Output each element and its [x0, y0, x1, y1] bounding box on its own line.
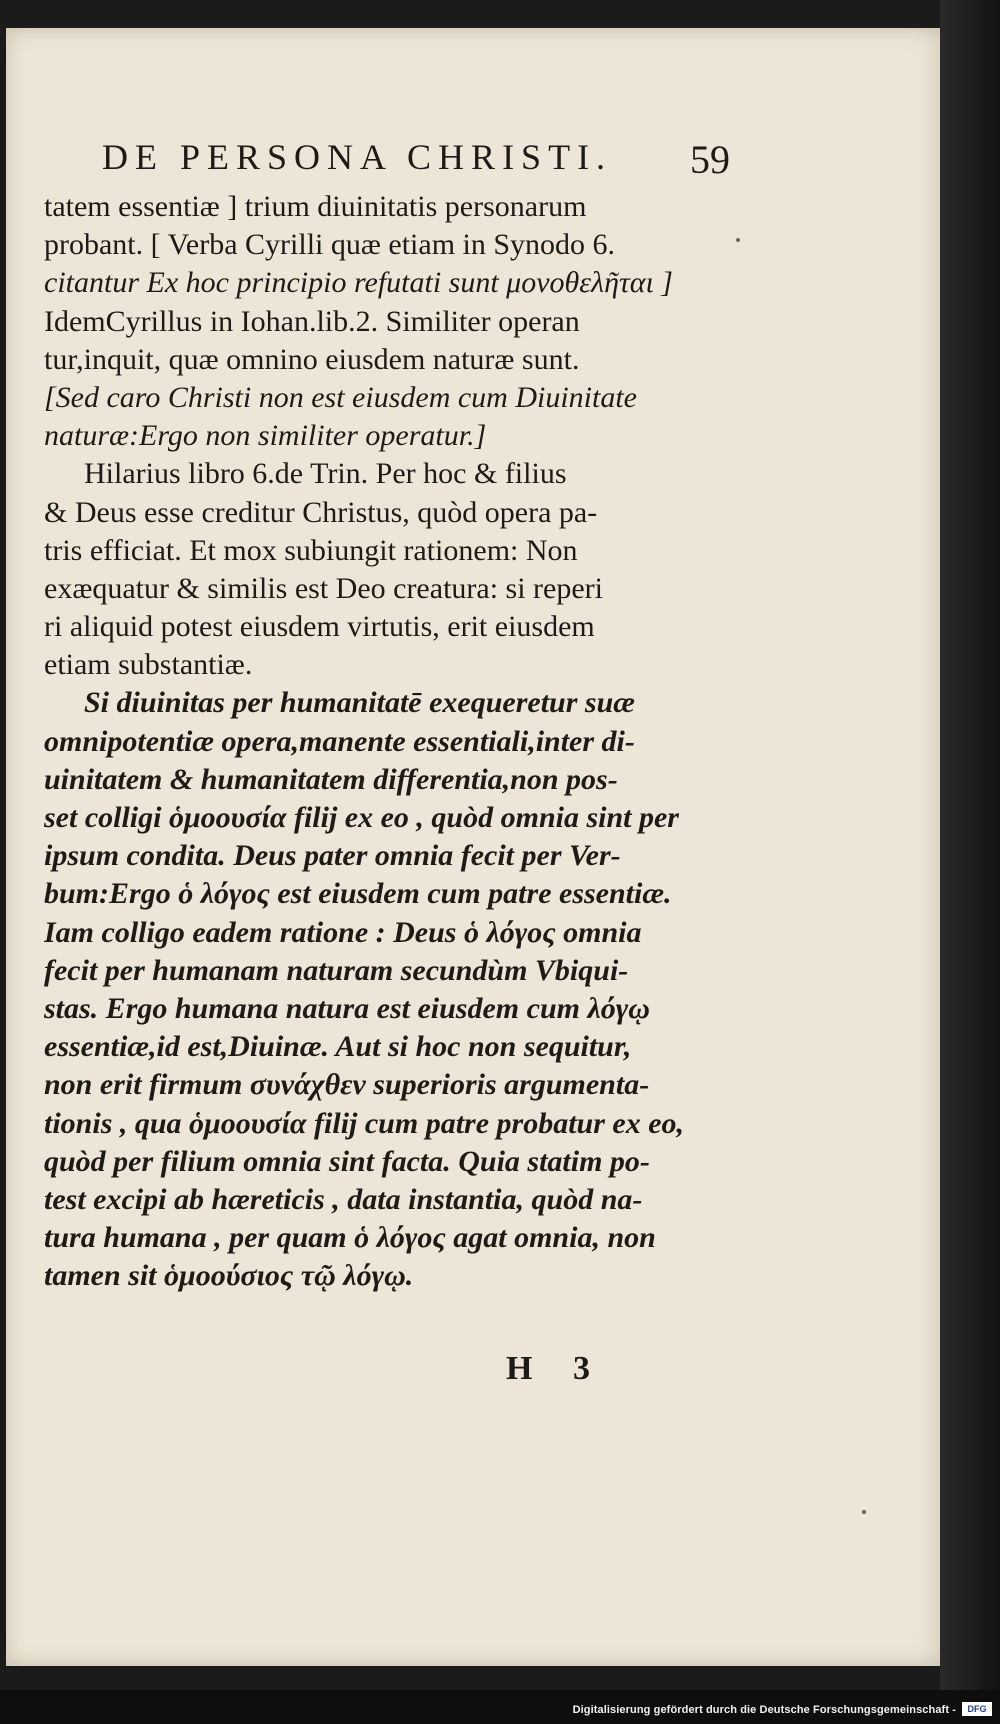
text-line: set colligi ὁμοουσία filij ex eo , quòd omnia sint per — [44, 801, 679, 834]
text-line: ri aliquid potest eiusdem virtutis, erit eiusdem — [44, 610, 595, 644]
dfg-logo: DFG — [962, 1702, 992, 1716]
text-line: etiam substantiæ. — [44, 648, 253, 682]
page-number: 59 — [690, 137, 730, 182]
running-header — [102, 136, 730, 186]
paper-speck — [862, 1510, 866, 1514]
text-line: quòd per filium omnia sint facta. Quia statim po- — [44, 1144, 650, 1178]
binding-gutter — [940, 0, 1000, 1724]
text-line: stas. Ergo humana natura est eiusdem cum λόγῳ — [44, 991, 650, 1025]
text-line: probant. [ Verba Cyrilli quæ etiam in Synodo 6. — [44, 228, 616, 262]
text-line: Iam colligo eadem ratione : Deus ὁ λόγος omnia — [44, 915, 642, 949]
text-line: citantur Ex hoc principio refutati sunt μονοθελῆται ] — [44, 266, 673, 300]
text-line: tur,inquit, quæ omnino eiusdem naturæ sunt. — [44, 342, 580, 376]
text-line: [Sed caro Christi non est eiusdem cum Diuinitate — [44, 380, 637, 414]
digitization-credit: Digitalisierung gefördert durch die Deutsche Forschungsgemeinschaft - — [572, 1704, 956, 1716]
paper-speck — [736, 238, 740, 242]
text-line: tatem essentiæ ] trium diuinitatis personarum — [44, 190, 587, 223]
text-line: omnipotentiæ opera,manente essentiali,inter di- — [44, 724, 635, 758]
text-line: tionis , qua ὁμοουσία filij cum patre probatur ex eo, — [44, 1106, 685, 1140]
text-line: bum:Ergo ὁ λόγος est eiusdem cum patre essentiæ. — [44, 877, 672, 911]
text-line: Si diuinitas per humanitatē exequeretur suæ — [84, 686, 635, 720]
body-text — [44, 188, 720, 1295]
text-line: ipsum condita. Deus pater omnia fecit per Ver- — [44, 839, 621, 873]
text-line: uinitatem & humanitatem differentia,non pos- — [44, 762, 618, 796]
text-line: IdemCyrillus in Iohan.lib.2. Similiter operan — [44, 304, 580, 338]
text-line: fecit per humanam naturam secundùm Vbiqui- — [44, 953, 629, 987]
book-page — [6, 28, 950, 1666]
text-line: tamen sit ὁμοούσιος τῷ λόγῳ. — [44, 1259, 414, 1293]
text-line: tura humana , per quam ὁ λόγος agat omnia, non — [44, 1221, 656, 1255]
text-line: Hilarius libro 6.de Trin. Per hoc & filius — [84, 457, 567, 491]
text-line: & Deus esse creditur Christus, quòd opera pa- — [44, 495, 598, 529]
text-line: non erit firmum συνάχθεν superioris argumenta- — [44, 1068, 650, 1102]
text-line: test excipi ab hæreticis , data instantia, quòd na- — [44, 1182, 643, 1216]
text-line: tris efficiat. Et mox subiungit rationem: Non — [44, 533, 578, 567]
text-line: essentiæ,id est,Diuinæ. Aut si hoc non sequitur, — [44, 1030, 632, 1064]
header-title: DE PERSONA CHRISTI. — [102, 137, 613, 177]
signature-mark: H 3 — [506, 1350, 606, 1387]
text-line: naturæ:Ergo non similiter operatur.] — [44, 419, 487, 453]
text-line: exæquatur & similis est Deo creatura: si reperi — [44, 571, 603, 605]
